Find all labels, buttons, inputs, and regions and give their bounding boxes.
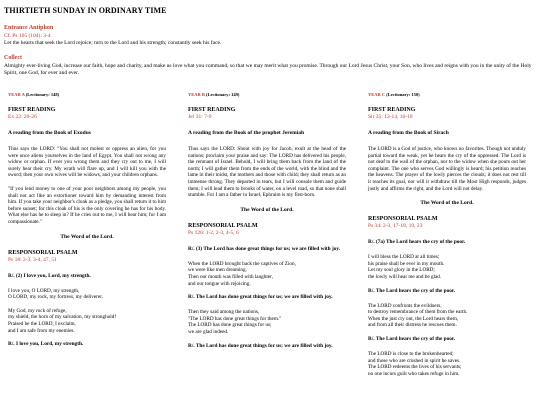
- year-b-heading: [188, 92, 346, 98]
- first-reading-label: FIRST READING: [368, 107, 416, 113]
- lectionary-number: (Lectionary: 150): [386, 92, 420, 97]
- year-label: YEAR A: [8, 92, 25, 97]
- reading-paragraph: Thus says the LORD: "You shall not molest or oppress an alien, for you were once aliens yourselves in the land of Egypt. You shall not wrong any widow or orphan. If ever you wrong them and they cry out to me, I will surely hear their cry. My wrath will flare up, and I will kill you with the sword; then your own wives will be widows, and your children orphans.: [8, 146, 166, 179]
- psalm-response: R/. I love you, Lord, my strength.: [8, 341, 84, 348]
- reading-paragraph: The LORD is a God of justice, who knows no favorites. Though not unduly partial toward the weak, yet he hears the cry of the oppressed. The Lord is not deaf to the wail of the orphan, nor to the widow when she pours out her complaint. The one who serves God willingly is heard; his petition reaches the heavens. The prayer of the lowly pierces the clouds; it does not rest till it reaches its goal, nor will it withdraw till the Most High responds, judges justly and affirms the right, and the Lord will not delay.: [368, 146, 526, 192]
- first-reading-label: FIRST READING: [188, 107, 236, 113]
- entrance-antiphon-label: Entrance Antiphon: [4, 25, 54, 31]
- psalm-label: RESPONSORIAL PSALM: [8, 249, 78, 256]
- psalm-response: R/. The Lord has done great things for us; we are filled with joy.: [188, 342, 333, 349]
- reading-intro: A reading from the Book of Sirach: [368, 130, 449, 136]
- year-label: YEAR B: [188, 92, 205, 97]
- word-of-the-lord: The Word of the Lord.: [420, 200, 474, 207]
- lectionary-number: (Lectionary: 148): [25, 92, 60, 97]
- psalm-response: R/. The Lord hears the cry of the poor.: [368, 287, 456, 294]
- first-reading-ref: Sir 35: 12-14, 16-18: [368, 114, 413, 120]
- psalm-verse: Then they said among the nations, "The LORD has done great things for them." The LORD has done great things for us; we are glad indeed.: [188, 309, 282, 335]
- psalm-verse: The LORD confronts the evildoers, to destroy remembrance of them from the earth. When the just cry out, the Lord hears them, and from all their distress he rescues them.: [368, 302, 468, 329]
- psalm-ref: Ps 18: 2-3, 3-4, 47, 51: [8, 256, 57, 263]
- psalm-label: RESPONSORIAL PSALM: [368, 216, 438, 223]
- psalm-response: R/. (2) I love you, Lord, my strength.: [8, 272, 91, 279]
- year-c-column: [368, 92, 526, 384]
- lectionary-number: (Lectionary: 149): [206, 92, 240, 97]
- first-reading-ref: Ex 22: 20-26: [8, 114, 37, 120]
- reading-intro: A reading from the Book of the prophet Jeremiah: [188, 130, 305, 136]
- word-of-the-lord: The Word of the Lord.: [60, 233, 114, 240]
- psalm-response: R/. (3) The Lord has done great things for us; we are filled with joy.: [188, 245, 341, 252]
- reading-intro: A reading from the Book of Exodus: [8, 130, 91, 136]
- psalm-verse: My God, my rock of refuge, my shield, the horn of my salvation, my stronghold! Praised be the LORD, I exclaim, and I am safe from my enemies.: [8, 307, 117, 334]
- psalm-response: R/. The Lord has done great things for us; we are filled with joy.: [188, 294, 333, 301]
- reading-paragraph: "If you lend money to one of your poor neighbors among my people, you shall not act like an extortioner toward him by demanding interest from him. If you take your neighbor's cloak as a pledge, you shall return it to him before sunset; for this cloak of his is the only covering he has for his body. What else has he to sleep in? If he cries out to me, I will hear him; for I am compassionate.": [8, 185, 166, 225]
- reading-paragraph: Thus says the LORD: Shout with joy for Jacob, exult at the head of the nations; proclaim your praise and say: The LORD has delivered his people, the remnant of Israel. Behold, I will bring them back from the land of the north; I will gather them from the ends of the world, with the blind and the lame in their midst, the mothers and those with child; they shall return as an immense throng. They departed in tears, but I will console them and guide them; I will lead them to brooks of water, on a level road, so that none shall stumble. For I am a father to Israel, Ephraim is my first-born.: [188, 146, 346, 199]
- first-reading-label: FIRST READING: [8, 107, 56, 113]
- collect-label: Collect: [4, 55, 22, 61]
- psalm-verse: I love you, O LORD, my strength, O LORD, my rock, my fortress, my deliverer.: [8, 287, 103, 301]
- year-c-heading: [368, 92, 526, 98]
- psalm-response: R/. (7a) The Lord hears the cry of the poor.: [368, 239, 466, 246]
- psalm-verse: The LORD is close to the brokenhearted; and those who are crushed in spirit he saves. The LORD redeems the lives of his servants; no one incurs guilt who takes refuge in him.: [368, 350, 462, 377]
- year-a-heading: [8, 92, 166, 98]
- page-title: THIRTIETH SUNDAY IN ORDINARY TIME: [4, 6, 167, 15]
- entrance-antiphon-text: Let the hearts that seek the Lord rejoice; turn to the Lord and his strength; constantly seek his face.: [4, 40, 222, 46]
- word-of-the-lord: The Word of the Lord.: [240, 206, 294, 213]
- psalm-label: RESPONSORIAL PSALM: [188, 222, 258, 229]
- psalm-ref: Ps 34: 2-3, 17-18, 19, 23: [368, 223, 423, 230]
- psalm-response: R/. The Lord hears the cry of the poor.: [368, 335, 456, 342]
- psalm-verse: I will bless the LORD at all times; his praise shall be ever in my mouth. Let my soul glory in the LORD; the lowly will hear me and be glad.: [368, 254, 445, 280]
- year-a-column: [8, 92, 166, 356]
- collect-text: Almighty ever-living God, increase our faith, hope and charity, and make us love what you command, so that we may merit what you promise. Through our Lord Jesus Christ, your Son, who lives and reigns with you in the unity of the Holy Spirit, one God, for ever and ever.: [4, 63, 532, 76]
- entrance-antiphon-ref: Cf. Ps 105 (104): 3-4: [4, 33, 51, 39]
- year-label: YEAR C: [368, 92, 386, 97]
- psalm-verse: When the LORD brought back the captives of Zion, we were like men dreaming. Then our mouth was filled with laughter, and our tongue with rejoicing.: [188, 260, 296, 287]
- year-b-column: [188, 92, 346, 358]
- first-reading-ref: Jer 31: 7-9: [188, 114, 212, 120]
- psalm-ref: Ps 126: 1-2, 2-3, 4-5, 6: [188, 229, 239, 236]
